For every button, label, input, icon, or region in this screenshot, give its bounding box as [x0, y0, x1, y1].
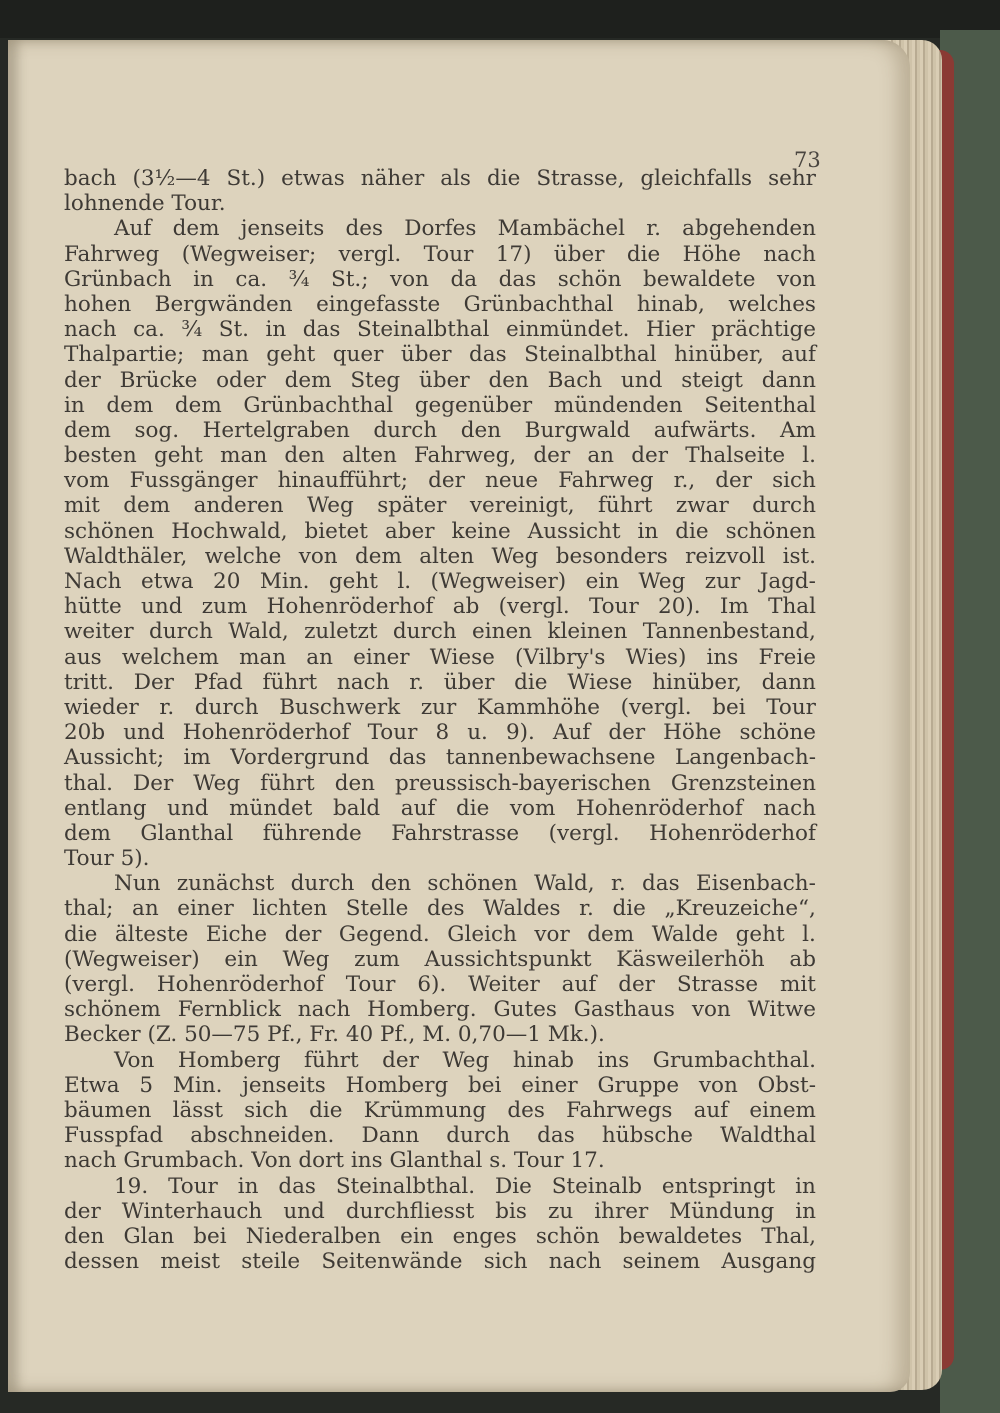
text-line: der Winterhauch und durchfliesst bis zu ihrer Mündung in: [64, 1198, 816, 1224]
text-line: bach (3½—4 St.) etwas näher als die Strasse, gleichfalls sehr: [64, 166, 816, 191]
text-line: mit dem anderen Weg später vereinigt, führt zwar durch: [64, 493, 816, 519]
text-line: Von Homberg führt der Weg hinab ins Grumbachthal.: [114, 1047, 816, 1073]
text-line: Thalpartie; man geht quer über das Steinalbthal hinüber, auf: [64, 342, 816, 368]
text-line: bäumen lässt sich die Krümmung des Fahrwegs auf einem: [64, 1097, 816, 1123]
text-line: (Wegweiser) ein Weg zum Aussichtspunkt Käsweilerhöh ab: [64, 946, 816, 972]
text-line: dem Glanthal führende Fahrstrasse (vergl. Hohenröderhof: [64, 820, 816, 846]
text-line: Tour 5).: [64, 846, 150, 872]
scan-background-top: [0, 0, 1000, 38]
text-line: dem sog. Hertelgraben durch den Burgwald aufwärts. Am: [64, 417, 816, 443]
text-line: der Brücke oder dem Steg über den Bach und steigt dann: [64, 367, 816, 393]
text-line: dessen meist steile Seitenwände sich nach seinem Ausgang: [64, 1249, 816, 1275]
text-line: Fusspfad abschneiden. Dann durch das hübsche Waldthal: [64, 1123, 816, 1149]
text-line: vom Fussgänger hinaufführt; der neue Fahrweg r., der sich: [64, 468, 816, 494]
body-text: [64, 166, 816, 1274]
text-line: tritt. Der Pfad führt nach r. über die Wiese hinüber, dann: [64, 669, 816, 695]
text-line: in dem dem Grünbachthal gegenüber mündenden Seitenthal: [64, 392, 816, 418]
text-line: Fahrweg (Wegweiser; vergl. Tour 17) über die Höhe nach: [64, 241, 816, 267]
text-line: Auf dem jenseits des Dorfes Mambächel r. abgehenden: [114, 216, 816, 242]
text-line: hohen Bergwänden eingefasste Grünbachthal hinab, welches: [64, 291, 816, 317]
text-line: die älteste Eiche der Gegend. Gleich vor dem Walde geht l.: [64, 921, 816, 947]
text-line: hütte und zum Hohenröderhof ab (vergl. Tour 20). Im Thal: [64, 594, 816, 620]
text-line: besten geht man den alten Fahrweg, der an der Thalseite l.: [64, 443, 816, 469]
text-line: Grünbach in ca. ¾ St.; von da das schön bewaldete von: [64, 266, 816, 292]
text-line: nach Grumbach. Von dort ins Glanthal s. Tour 17.: [64, 1148, 605, 1174]
text-line: weiter durch Wald, zuletzt durch einen kleinen Tannenbestand,: [64, 619, 816, 645]
text-line: 19. Tour in das Steinalbthal. Die Steinalb entspringt in: [114, 1173, 816, 1199]
text-line: thal. Der Weg führt den preussisch-bayerischen Grenzsteinen: [64, 770, 816, 796]
page-number: 73: [794, 148, 821, 172]
text-line: 20b und Hohenröderhof Tour 8 u. 9). Auf der Höhe schöne: [64, 720, 816, 746]
text-line: aus welchem man an einer Wiese (Vilbry's Wies) ins Freie: [64, 644, 816, 670]
text-line: Becker (Z. 50—75 Pf., Fr. 40 Pf., M. 0,70—1 Mk.).: [64, 1022, 605, 1048]
text-line: Aussicht; im Vordergrund das tannenbewachsene Langenbach-: [64, 745, 816, 771]
text-line: den Glan bei Niederalben ein enges schön bewaldetes Thal,: [64, 1223, 816, 1249]
text-line: Etwa 5 Min. jenseits Homberg bei einer Gruppe von Obst-: [64, 1072, 816, 1098]
text-line: wieder r. durch Buschwerk zur Kammhöhe (vergl. bei Tour: [64, 694, 816, 720]
text-line: Waldthäler, welche von dem alten Weg besonders reizvoll ist.: [64, 543, 816, 569]
text-line: thal; an einer lichten Stelle des Waldes r. die „Kreuzeiche“,: [64, 896, 816, 922]
text-line: lohnende Tour.: [64, 191, 226, 217]
text-line: schönen Hochwald, bietet aber keine Aussicht in die schönen: [64, 518, 816, 544]
text-line: entlang und mündet bald auf die vom Hohenröderhof nach: [64, 795, 816, 821]
text-line: Nach etwa 20 Min. geht l. (Wegweiser) ein Weg zur Jagd-: [64, 569, 816, 594]
text-line: (vergl. Hohenröderhof Tour 6). Weiter auf der Strasse mit: [64, 972, 816, 997]
text-line: Nun zunächst durch den schönen Wald, r. das Eisenbach-: [114, 871, 816, 897]
text-line: nach ca. ¾ St. in das Steinalbthal einmündet. Hier prächtige: [64, 317, 816, 343]
text-line: schönem Fernblick nach Homberg. Gutes Gasthaus von Witwe: [64, 997, 816, 1023]
